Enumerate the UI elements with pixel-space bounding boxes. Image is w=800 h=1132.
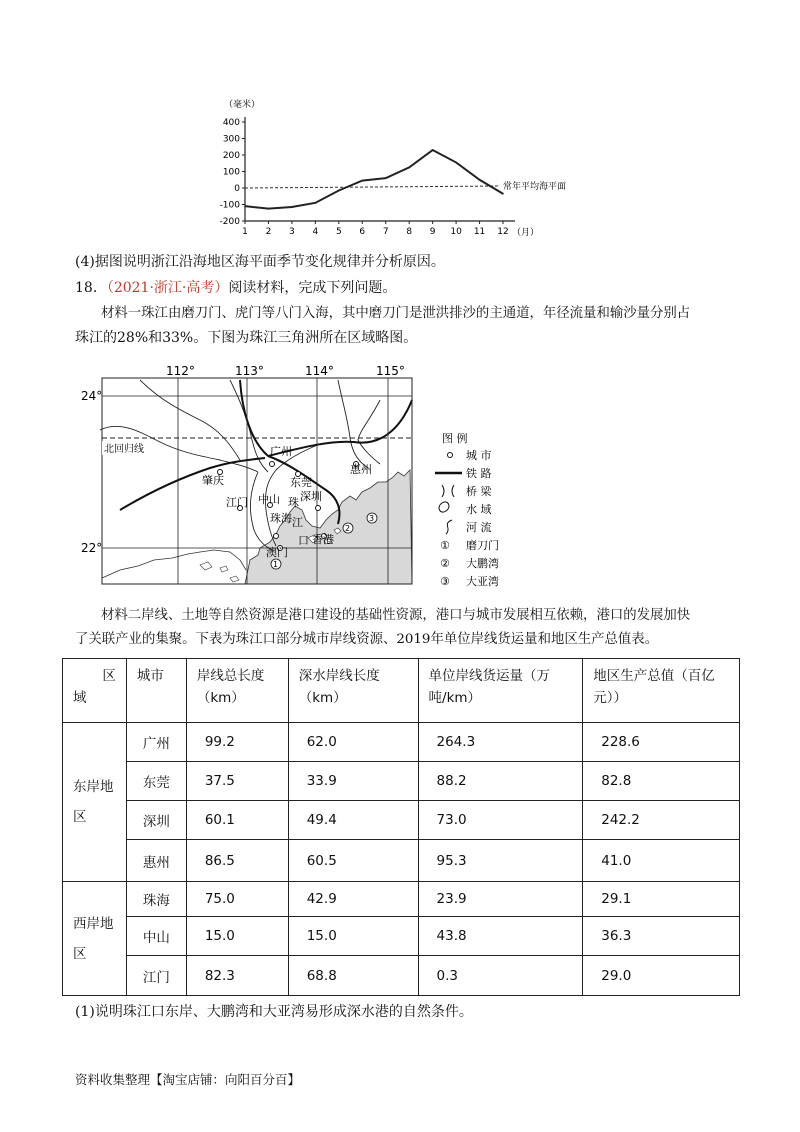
table-cell-city: 中山 <box>126 917 186 956</box>
table-cell-freight: 88.2 <box>418 762 583 801</box>
legend-dapeng-bay: 大鹏湾 <box>466 557 499 570</box>
table-cell-freight: 264.3 <box>418 723 583 762</box>
legend-railway: 铁 路 <box>466 467 492 480</box>
sea-area <box>245 470 412 584</box>
table-cell-gdp: 36.3 <box>583 917 740 956</box>
table-cell-total: 99.2 <box>186 723 288 762</box>
header-city: 城市 <box>126 659 186 723</box>
city-marker-guangzhou <box>270 462 275 467</box>
data-point <box>385 177 387 179</box>
footer-note: 资料收集整理【淘宝店铺：向阳百分百】 <box>75 1072 301 1087</box>
table-row <box>63 917 740 956</box>
table-cell-deep: 68.8 <box>288 956 418 996</box>
marker-2: 2 <box>345 524 351 533</box>
data-point <box>268 208 270 210</box>
lon-label-114: 114° <box>305 364 334 378</box>
city-label-zhongshan: 中山 <box>258 493 280 506</box>
table-cell-gdp: 29.1 <box>583 882 740 917</box>
table-row <box>63 840 740 882</box>
lat-label-22: 22° <box>81 541 103 555</box>
data-point <box>502 193 504 195</box>
legend-city-icon <box>448 453 453 458</box>
table-cell-city: 珠海 <box>126 882 186 917</box>
lon-label-112: 112° <box>166 364 195 378</box>
table-cell-city: 广州 <box>126 723 186 762</box>
table-header-row <box>63 659 740 723</box>
legend-marker-3: ③ <box>440 575 450 588</box>
legend-bridge: 桥 梁 <box>466 485 492 498</box>
question-source: （2021·浙江·高考） <box>106 280 229 296</box>
lat-label-24: 24° <box>81 389 103 403</box>
table-cell-city: 惠州 <box>126 840 186 882</box>
sea-level-series <box>245 150 503 209</box>
table-cell-freight: 73.0 <box>418 801 583 840</box>
table-row <box>63 882 740 917</box>
river <box>140 380 240 460</box>
x-tick-label: 2 <box>265 227 272 237</box>
region-west: 西岸地 区 <box>63 882 127 996</box>
data-point <box>361 180 363 182</box>
table-row <box>63 956 740 996</box>
question-4: (4)据图说明浙江沿海地区海平面季节变化规律并分析原因。 <box>75 254 445 270</box>
y-tick-label: 300 <box>222 134 240 145</box>
table-row <box>63 762 740 801</box>
table-cell-freight: 43.8 <box>418 917 583 956</box>
table-cell-gdp: 82.8 <box>583 762 740 801</box>
x-tick-label: 6 <box>359 227 366 237</box>
table-cell-deep: 42.9 <box>288 882 418 917</box>
port-data-table <box>62 658 740 996</box>
table-cell-gdp: 29.0 <box>583 956 740 996</box>
table-cell-city: 深圳 <box>126 801 186 840</box>
question-instruction: 阅读材料，完成下列问题。 <box>228 280 397 296</box>
y-tick-label: -200 <box>219 217 240 227</box>
legend-bridge-icon <box>442 485 454 497</box>
table-row <box>63 723 740 762</box>
x-tick-label: 3 <box>289 227 295 237</box>
header-region: 区 域 <box>63 659 127 723</box>
table-cell-gdp: 228.6 <box>583 723 740 762</box>
city-label-jiang: 江 <box>292 516 303 529</box>
x-tick-label: 5 <box>335 227 342 237</box>
legend-river-icon <box>446 520 452 534</box>
data-point <box>291 206 293 208</box>
table-cell-total: 37.5 <box>186 762 288 801</box>
table-cell-total: 75.0 <box>186 882 288 917</box>
material-2-line-2: 了关联产业的集聚。下表为珠江口部分城市岸线资源、2019年单位岸线货运量和地区生产总值表。 <box>75 632 659 647</box>
city-marker-shenzhen <box>316 506 321 511</box>
mean-sea-level-line <box>245 186 500 188</box>
legend-daya-bay: 大亚湾 <box>466 575 499 588</box>
question-number: 18． <box>75 280 107 296</box>
mean-sea-level-label: 常年平均海平面 <box>503 182 567 192</box>
legend-marker-2: ② <box>440 557 450 570</box>
table-row <box>63 801 740 840</box>
city-label-jiangmen: 江门 <box>226 496 248 509</box>
city-label-huizhou: 惠州 <box>350 463 372 476</box>
island <box>200 562 212 570</box>
city-label-macau: 澳门 <box>266 546 288 559</box>
x-axis-unit: （月） <box>512 228 540 238</box>
lon-label-113: 113° <box>235 364 264 378</box>
table-cell-freight: 23.9 <box>418 882 583 917</box>
y-tick-label: 0 <box>234 184 240 194</box>
x-tick-label: 7 <box>382 227 389 237</box>
question-18-heading <box>75 278 396 298</box>
table-cell-deep: 60.5 <box>288 840 418 882</box>
x-tick-label: 12 <box>497 227 509 237</box>
city-label-zhaoqing: 肇庆 <box>202 474 224 487</box>
y-tick-label: 200 <box>222 151 240 161</box>
city-marker-zhuhai <box>274 534 279 539</box>
table-cell-deep: 15.0 <box>288 917 418 956</box>
city-label-zhu: 珠 <box>288 496 299 509</box>
y-tick-label: 400 <box>222 118 240 128</box>
river <box>338 380 368 468</box>
legend-city: 城 市 <box>466 449 492 462</box>
legend-modaomen: 磨刀门 <box>466 539 499 552</box>
table-cell-freight: 95.3 <box>418 840 583 882</box>
legend-river: 河 流 <box>466 521 492 534</box>
coastline-west <box>102 550 246 578</box>
table-cell-deep: 62.0 <box>288 723 418 762</box>
data-point <box>408 167 410 169</box>
y-axis-label: （毫米） <box>224 100 261 110</box>
material-2-line-1: 材料二岸线、土地等自然资源是港口建设的基础性资源，港口与城市发展相互依赖，港口的发展加快 <box>101 608 691 623</box>
question-1: (1)说明珠江口东岸、大鹏湾和大亚湾易形成深水港的自然条件。 <box>75 1004 473 1020</box>
island <box>230 576 239 582</box>
header-deep-shoreline: 深水岸线长度 （km） <box>288 659 418 723</box>
table-cell-gdp: 242.2 <box>583 801 740 840</box>
table-cell-total: 82.3 <box>186 956 288 996</box>
tropic-label: 北回归线 <box>104 444 144 455</box>
table-cell-gdp: 41.0 <box>583 840 740 882</box>
marker-1: 1 <box>273 560 279 569</box>
data-point <box>479 179 481 181</box>
x-tick-label: 11 <box>473 227 486 237</box>
x-tick-label: 8 <box>406 227 413 237</box>
railway <box>240 380 268 456</box>
city-label-shenzhen: 深圳 <box>300 490 322 503</box>
header-freight: 单位岸线货运量（万 吨/km） <box>418 659 583 723</box>
river <box>251 472 272 550</box>
city-label-hongkong: 香港 <box>312 533 334 546</box>
data-point <box>244 205 246 207</box>
table-cell-city: 东莞 <box>126 762 186 801</box>
data-point <box>455 162 457 164</box>
legend-title: 图 例 <box>442 432 468 445</box>
legend-water: 水 域 <box>466 503 492 516</box>
legend-water-icon <box>439 502 449 512</box>
river <box>358 400 380 464</box>
city-label-guangzhou: 广州 <box>270 445 292 458</box>
header-total-shoreline: 岸线总长度 （km） <box>186 659 288 723</box>
material-1-line-2: 珠江的28%和33%。下图为珠江三角洲所在区域略图。 <box>75 330 418 346</box>
city-label-dongguan: 东莞 <box>290 476 312 489</box>
table-cell-deep: 49.4 <box>288 801 418 840</box>
header-gdp: 地区生产总值（百亿 元）） <box>583 659 740 723</box>
table-cell-freight: 0.3 <box>418 956 583 996</box>
x-tick-label: 10 <box>450 227 462 237</box>
y-tick-label: 100 <box>222 167 240 178</box>
region-east: 东岸地 区 <box>63 723 127 882</box>
data-point <box>338 190 340 192</box>
table-cell-city: 江门 <box>126 956 186 996</box>
marker-3: 3 <box>369 514 375 523</box>
material-1-line-1: 材料一珠江由磨刀门、虎门等八门入海，其中磨刀门是泄洪排沙的主通道，年径流量和输沙量分别占 <box>101 306 691 321</box>
city-label-zhuhai: 珠海 <box>270 512 292 525</box>
x-tick-label: 9 <box>429 227 436 237</box>
data-point <box>315 202 317 204</box>
x-tick-label: 1 <box>242 227 248 237</box>
y-tick-label: -100 <box>219 200 240 211</box>
city-label-kou: 口 <box>298 534 309 547</box>
lon-label-115: 115° <box>376 364 405 378</box>
table-cell-deep: 33.9 <box>288 762 418 801</box>
island <box>220 566 228 572</box>
table-cell-total: 15.0 <box>186 917 288 956</box>
x-tick-label: 4 <box>312 227 319 237</box>
sea-level-chart <box>210 95 567 250</box>
table-cell-total: 86.5 <box>186 840 288 882</box>
pearl-river-delta-map <box>80 360 520 592</box>
legend-marker-1: ① <box>440 539 450 552</box>
data-point <box>432 149 434 151</box>
table-cell-total: 60.1 <box>186 801 288 840</box>
